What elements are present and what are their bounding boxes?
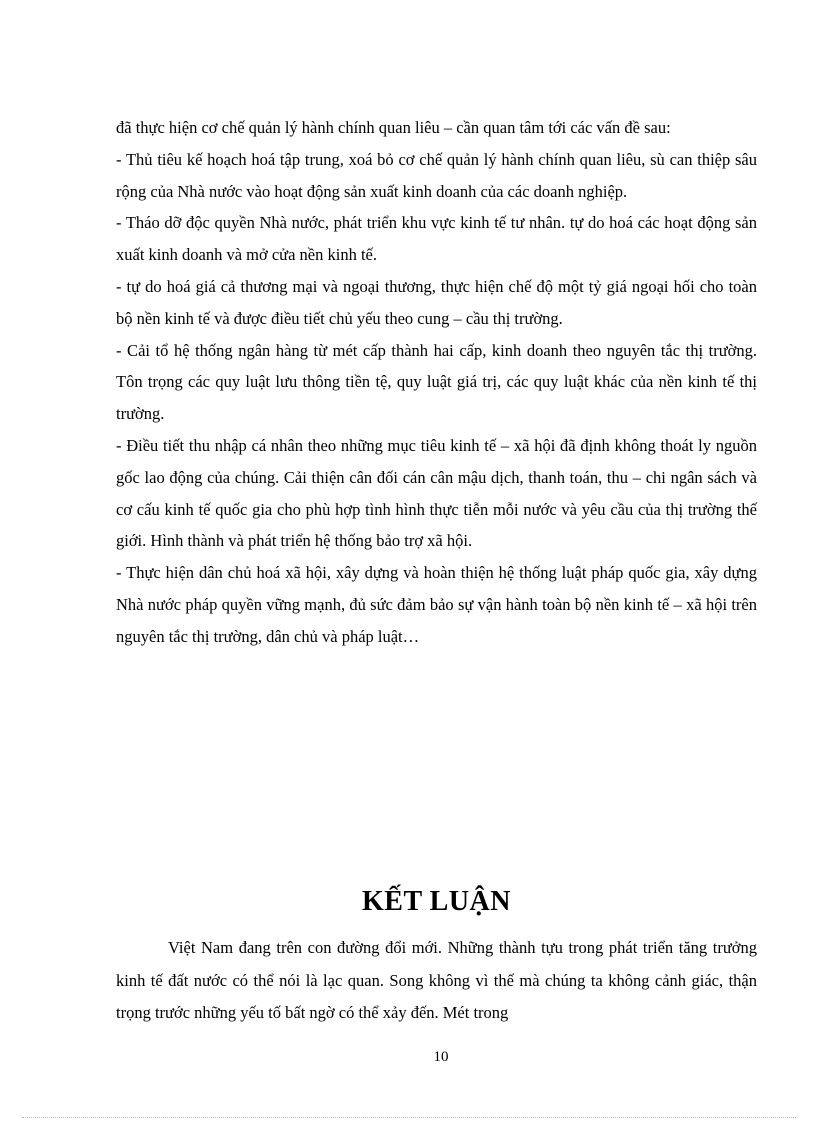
paragraph-intro: đã thực hiện cơ chế quản lý hành chính quan liêu – cần quan tâm tới các vấn đề sau: bbox=[116, 118, 671, 137]
paragraph-banking-reform: - Cải tổ hệ thống ngân hàng từ mét cấp thành hai cấp, kinh doanh theo nguyên tắc thị trường. Tôn trọng các quy luật lưu thông tiền tệ, quy luật giá trị, các quy luật khác của nền kinh tế thị trường. bbox=[116, 340, 757, 424]
conclusion-paragraph: Việt Nam đang trên con đường đổi mới. Những thành tựu trong phát triển tăng trưởng kinh tế đất nước có thể nói là lạc quan. Song không vì thế mà chúng ta không cảnh giác, thận trọng trước những yếu tố bất ngờ có thể xảy đến. Mét trong bbox=[116, 938, 757, 1022]
paragraph-state-monopoly: - Tháo dỡ độc quyền Nhà nước, phát triển khu vực kinh tế tư nhân. tự do hoá các hoạt động sản xuất kinh doanh và mở cửa nền kinh tế. bbox=[116, 213, 757, 265]
paragraph-central-planning: - Thủ tiêu kế hoạch hoá tập trung, xoá bỏ cơ chế quản lý hành chính quan liêu, sù can thiệp sâu rộng của Nhà nước vào hoạt động sản xuất kinh doanh của các doanh nghiệp. bbox=[116, 149, 757, 201]
page-bottom-divider bbox=[22, 1117, 796, 1118]
conclusion-heading: KẾT LUẬN bbox=[362, 886, 511, 917]
paragraph-price-liberalization: - tự do hoá giá cả thương mại và ngoại thương, thực hiện chế độ một tỷ giá ngoại hối cho toàn bộ nền kinh tế và được điều tiết chủ yếu theo cung – cầu thị trường. bbox=[116, 276, 757, 328]
paragraph-income-regulation: - Điều tiết thu nhập cá nhân theo những mục tiêu kinh tế – xã hội đã định không thoát ly nguồn gốc lao động của chúng. Cải thiện cân đối cán cân mậu dịch, thanh toán, thu – chi ngân sách và cơ cấu kinh tế quốc gia cho phù hợp tình hình thực tiễn mỗi nước và yêu cầu của thị trường thế giới. Hình thành và phát triển hệ thống bảo trợ xã hội. bbox=[116, 435, 757, 551]
paragraph-democratization: - Thực hiện dân chủ hoá xã hội, xây dựng và hoàn thiện hệ thống luật pháp quốc gia, xây dựng Nhà nước pháp quyền vững mạnh, đủ sức đảm bảo sự vận hành toàn bộ nền kinh tế – xã hội trên nguyên tắc thị trường, dân chủ và pháp luật… bbox=[116, 563, 757, 646]
body-text bbox=[116, 112, 757, 653]
page-number: 10 bbox=[433, 1049, 449, 1065]
